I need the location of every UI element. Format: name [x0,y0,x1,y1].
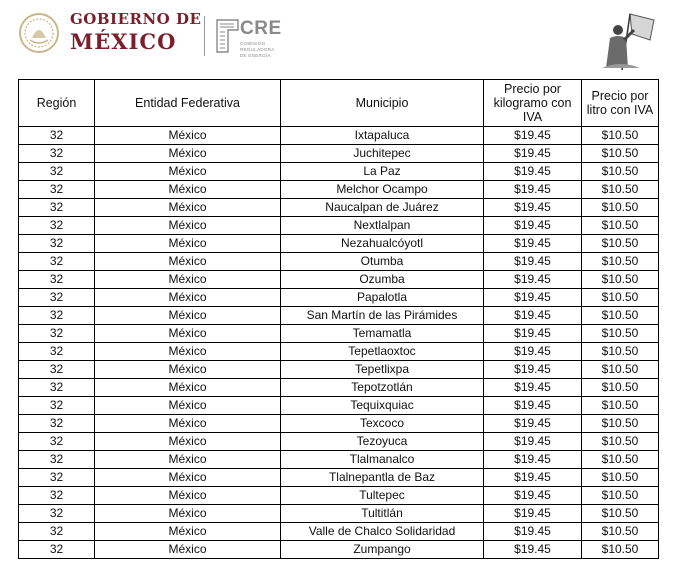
entidad-cell: México [95,127,281,145]
municipio-cell: Ixtapaluca [281,127,484,145]
price-kg-cell: $19.45 [484,163,582,181]
table-row [19,145,659,163]
table-row [19,361,659,379]
table-row [19,307,659,325]
price-litro-cell: $10.50 [582,163,659,181]
region-cell: 32 [19,235,95,253]
entidad-cell: México [95,451,281,469]
region-cell: 32 [19,325,95,343]
municipio-cell: Naucalpan de Juárez [281,199,484,217]
municipio-cell: Melchor Ocampo [281,181,484,199]
table-row [19,163,659,181]
price-kg-cell: $19.45 [484,505,582,523]
region-cell: 32 [19,271,95,289]
price-kg-cell: $19.45 [484,325,582,343]
entidad-cell: México [95,343,281,361]
entidad-cell: México [95,307,281,325]
municipio-cell: Nextlalpan [281,217,484,235]
entidad-cell: México [95,145,281,163]
price-kg-cell: $19.45 [484,487,582,505]
region-cell: 32 [19,415,95,433]
region-cell: 32 [19,343,95,361]
price-litro-cell: $10.50 [582,469,659,487]
price-litro-cell: $10.50 [582,325,659,343]
region-cell: 32 [19,199,95,217]
revolution-figure-icon [600,10,658,72]
region-cell: 32 [19,379,95,397]
price-kg-cell: $19.45 [484,451,582,469]
government-line-1: GOBIERNO DE [70,10,202,28]
entidad-cell: México [95,487,281,505]
cre-name-line-1: COMISIÓN [240,41,266,46]
table-row [19,199,659,217]
table-row [19,433,659,451]
price-litro-cell: $10.50 [582,433,659,451]
municipio-cell: Texcoco [281,415,484,433]
column-header-precio-litro: Precio por litro con IVA [582,80,659,127]
table-row [19,541,659,559]
table-row [19,289,659,307]
table-row [19,217,659,235]
municipio-cell: Temamatla [281,325,484,343]
entidad-cell: México [95,325,281,343]
price-kg-cell: $19.45 [484,415,582,433]
region-cell: 32 [19,487,95,505]
price-kg-cell: $19.45 [484,433,582,451]
price-litro-cell: $10.50 [582,127,659,145]
entidad-cell: México [95,289,281,307]
table-row [19,379,659,397]
municipio-cell: Tultitlán [281,505,484,523]
entidad-cell: México [95,469,281,487]
region-cell: 32 [19,127,95,145]
municipio-cell: Tequixquiac [281,397,484,415]
entidad-cell: México [95,253,281,271]
price-kg-cell: $19.45 [484,253,582,271]
price-kg-cell: $19.45 [484,343,582,361]
cre-name-line-2: REGULADORA [240,47,275,52]
municipio-cell: Papalotla [281,289,484,307]
table-header-row [19,80,659,127]
municipio-cell: Otumba [281,253,484,271]
price-table [18,79,659,559]
region-cell: 32 [19,469,95,487]
table-row [19,343,659,361]
region-cell: 32 [19,181,95,199]
price-litro-cell: $10.50 [582,145,659,163]
region-cell: 32 [19,217,95,235]
entidad-cell: México [95,181,281,199]
entidad-cell: México [95,217,281,235]
price-litro-cell: $10.50 [582,307,659,325]
cre-name-line-3: DE ENERGÍA [240,53,271,58]
price-kg-cell: $19.45 [484,145,582,163]
table-row [19,127,659,145]
table-row [19,397,659,415]
price-kg-cell: $19.45 [484,199,582,217]
price-kg-cell: $19.45 [484,127,582,145]
entidad-cell: México [95,415,281,433]
entidad-cell: México [95,235,281,253]
municipio-cell: Tepetlixpa [281,361,484,379]
page-header [0,0,689,78]
entidad-cell: México [95,361,281,379]
region-cell: 32 [19,541,95,559]
entidad-cell: México [95,505,281,523]
municipio-cell: San Martín de las Pirámides [281,307,484,325]
region-cell: 32 [19,397,95,415]
table-row [19,271,659,289]
price-litro-cell: $10.50 [582,523,659,541]
cre-wordmark [240,18,282,58]
price-litro-cell: $10.50 [582,199,659,217]
price-kg-cell: $19.45 [484,181,582,199]
region-cell: 32 [19,361,95,379]
price-litro-cell: $10.50 [582,253,659,271]
region-cell: 32 [19,523,95,541]
table-row [19,505,659,523]
table-row [19,451,659,469]
municipio-cell: La Paz [281,163,484,181]
table-row [19,253,659,271]
cre-acronym: CRE [240,18,282,39]
entidad-cell: México [95,379,281,397]
column-header-entidad: Entidad Federativa [95,80,281,127]
table-row [19,181,659,199]
municipio-cell: Tlalmanalco [281,451,484,469]
price-litro-cell: $10.50 [582,217,659,235]
table-row [19,325,659,343]
price-litro-cell: $10.50 [582,289,659,307]
price-kg-cell: $19.45 [484,307,582,325]
price-litro-cell: $10.50 [582,379,659,397]
price-kg-cell: $19.45 [484,235,582,253]
price-litro-cell: $10.50 [582,415,659,433]
table-row [19,235,659,253]
price-kg-cell: $19.45 [484,469,582,487]
municipio-cell: Ozumba [281,271,484,289]
region-cell: 32 [19,451,95,469]
price-kg-cell: $19.45 [484,397,582,415]
price-litro-cell: $10.50 [582,181,659,199]
region-cell: 32 [19,289,95,307]
entidad-cell: México [95,199,281,217]
price-litro-cell: $10.50 [582,397,659,415]
price-kg-cell: $19.45 [484,523,582,541]
column-header-precio-kg: Precio por kilogramo con IVA [484,80,582,127]
region-cell: 32 [19,145,95,163]
price-litro-cell: $10.50 [582,505,659,523]
municipio-cell: Juchitepec [281,145,484,163]
municipio-cell: Tepotzotlán [281,379,484,397]
municipio-cell: Valle de Chalco Solidaridad [281,523,484,541]
price-litro-cell: $10.50 [582,343,659,361]
municipio-cell: Tezoyuca [281,433,484,451]
national-seal-icon [18,12,60,54]
entidad-cell: México [95,163,281,181]
table-row [19,487,659,505]
entidad-cell: México [95,541,281,559]
price-kg-cell: $19.45 [484,379,582,397]
price-litro-cell: $10.50 [582,487,659,505]
price-kg-cell: $19.45 [484,361,582,379]
price-kg-cell: $19.45 [484,541,582,559]
price-kg-cell: $19.45 [484,289,582,307]
price-litro-cell: $10.50 [582,271,659,289]
table-row [19,523,659,541]
municipio-cell: Zumpango [281,541,484,559]
government-wordmark [70,12,201,52]
price-kg-cell: $19.45 [484,217,582,235]
entidad-cell: México [95,397,281,415]
entidad-cell: México [95,523,281,541]
municipio-cell: Tepetlaoxtoc [281,343,484,361]
price-litro-cell: $10.50 [582,541,659,559]
price-litro-cell: $10.50 [582,235,659,253]
column-header-region: Región [19,80,95,127]
government-line-2: MÉXICO [70,29,177,54]
region-cell: 32 [19,307,95,325]
entidad-cell: México [95,433,281,451]
municipio-cell: Tlalnepantla de Baz [281,469,484,487]
region-cell: 32 [19,433,95,451]
region-cell: 32 [19,163,95,181]
column-header-municipio: Municipio [281,80,484,127]
table-row [19,469,659,487]
entidad-cell: México [95,271,281,289]
price-litro-cell: $10.50 [582,361,659,379]
table-body [19,127,659,559]
price-litro-cell: $10.50 [582,451,659,469]
municipio-cell: Nezahualcóyotl [281,235,484,253]
region-cell: 32 [19,505,95,523]
price-kg-cell: $19.45 [484,271,582,289]
region-cell: 32 [19,253,95,271]
municipio-cell: Tultepec [281,487,484,505]
header-divider [204,16,205,56]
table-row [19,415,659,433]
